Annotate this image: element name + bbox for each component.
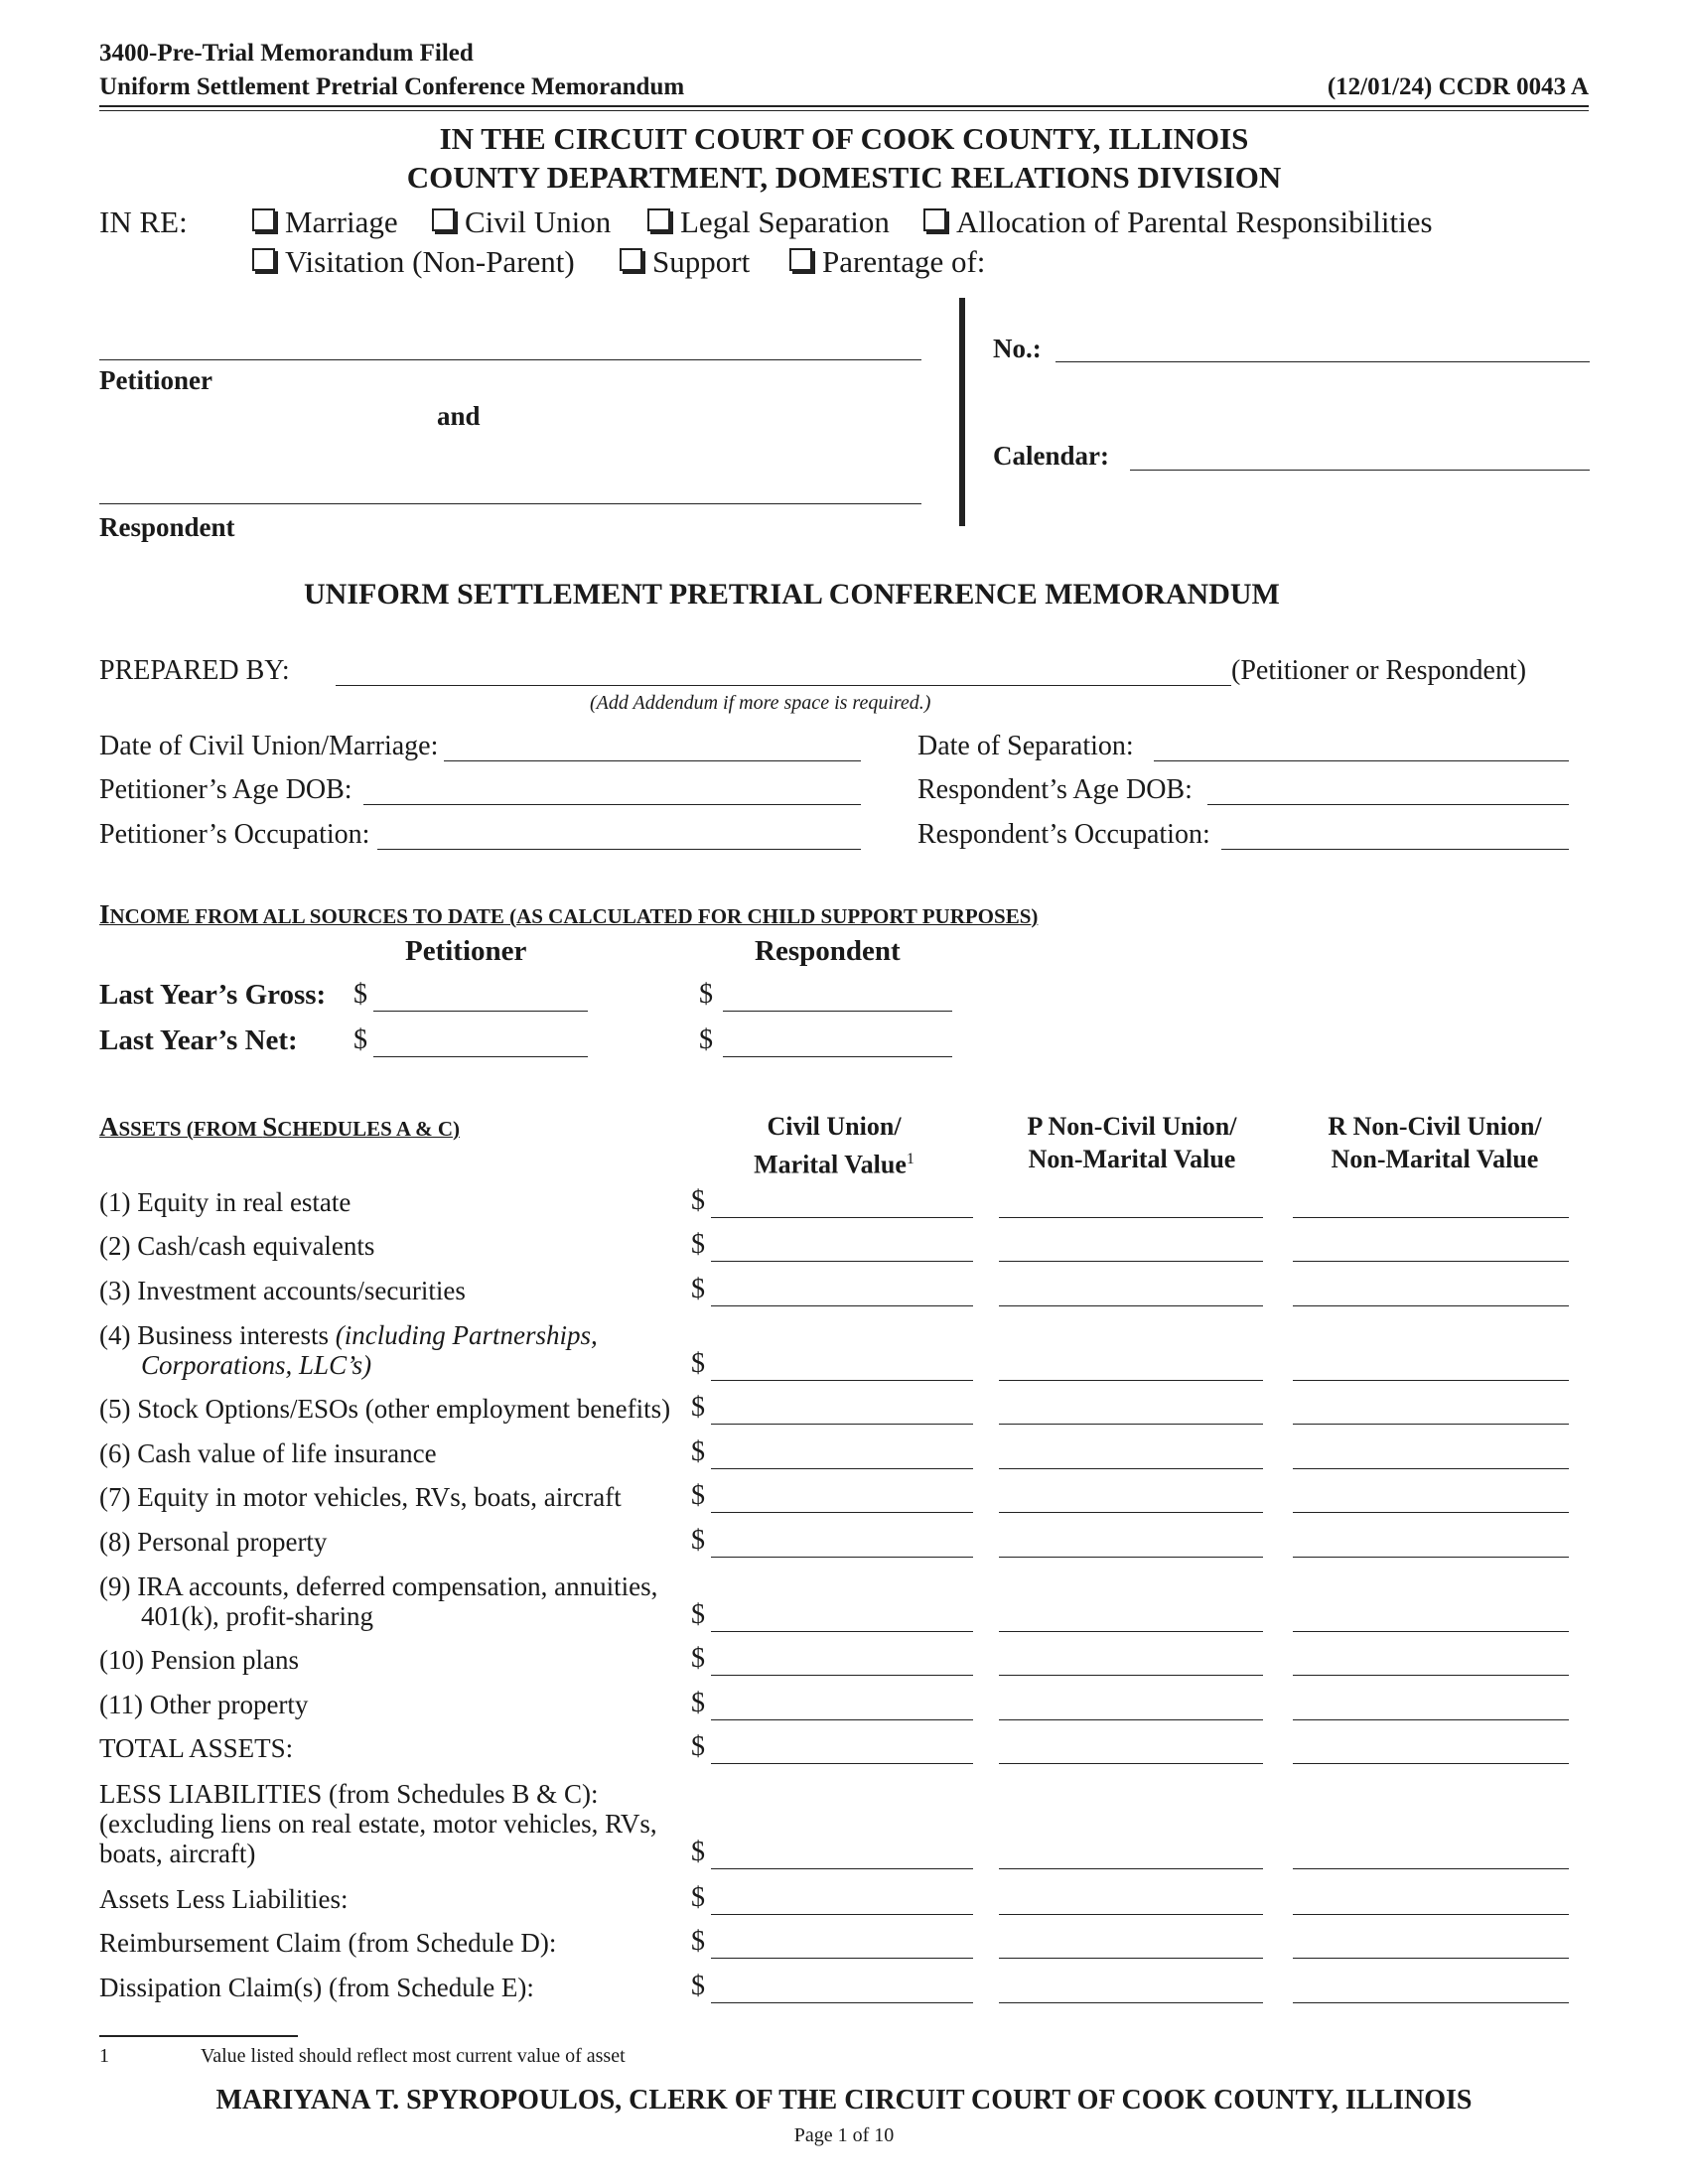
asset-assets-less-liabilities-col3-input[interactable] — [1293, 1883, 1569, 1913]
addendum-note: (Add Addendum if more space is required.) — [590, 692, 931, 714]
asset-row-1-col3-line — [1293, 1217, 1569, 1218]
asset-row-10-label: (10) Pension plans — [99, 1645, 299, 1675]
asset-row-3-currency: $ — [691, 1274, 705, 1304]
asset-row-6-currency: $ — [691, 1436, 705, 1467]
net-pet-line — [373, 1056, 588, 1057]
asset-row-1-col1-line — [711, 1217, 973, 1218]
header-form-title: Uniform Settlement Pretrial Conference Memorandum — [99, 73, 685, 100]
and-label: and — [437, 401, 481, 431]
checkbox-icon[interactable] — [789, 248, 812, 271]
net-resp-line — [723, 1056, 952, 1057]
asset-row-11-currency: $ — [691, 1688, 705, 1718]
respondent-occupation-input[interactable] — [1221, 817, 1569, 847]
page-number: Page 1 of 10 — [793, 2124, 895, 2146]
option-legal-separation[interactable]: Legal Separation — [647, 205, 890, 240]
asset-row-7-col1-line — [711, 1512, 973, 1513]
asset-assets-less-liabilities-col3-line — [1293, 1914, 1569, 1915]
asset-row-2-currency: $ — [691, 1229, 705, 1260]
asset-row-9-col1-input[interactable] — [711, 1600, 973, 1630]
asset-row-4-col1-line — [711, 1380, 973, 1381]
asset-row-11-col3-input[interactable] — [1293, 1689, 1569, 1718]
header-rule-top — [99, 105, 1589, 107]
asset-row-1-col2-input[interactable] — [999, 1186, 1263, 1216]
net-resp-currency: $ — [699, 1024, 713, 1055]
court-title: IN THE CIRCUIT COURT OF COOK COUNTY, ILLINOIS — [439, 121, 1249, 156]
asset-less-liabilities-col2-input[interactable] — [999, 1838, 1263, 1867]
case-number-input[interactable] — [1055, 330, 1590, 359]
asset-row-2-col1-line — [711, 1261, 973, 1262]
calendar-line — [1130, 470, 1590, 471]
asset-row-8-col1-input[interactable] — [711, 1526, 973, 1556]
asset-row-9-label-cont: 401(k), profit-sharing — [141, 1601, 373, 1631]
asset-reimbursement-col2-input[interactable] — [999, 1927, 1263, 1957]
asset-dissipation-col1-line — [711, 2002, 973, 2003]
petitioner-age-line — [363, 804, 861, 805]
option-support[interactable]: Support — [620, 244, 750, 280]
asset-row-4-col3-input[interactable] — [1293, 1349, 1569, 1379]
asset-row-11-col2-input[interactable] — [999, 1689, 1263, 1718]
asset-row-6-col3-input[interactable] — [1293, 1437, 1569, 1467]
asset-row-11-label: (11) Other property — [99, 1690, 309, 1719]
separation-date-line — [1154, 760, 1569, 761]
asset-row-3-col3-line — [1293, 1305, 1569, 1306]
prepared-by-label: PREPARED BY: — [99, 655, 290, 686]
asset-dissipation-currency: $ — [691, 1971, 705, 2001]
asset-row-5-col1-input[interactable] — [711, 1393, 973, 1423]
petitioner-age-input[interactable] — [363, 772, 861, 802]
calendar-label: Calendar: — [993, 441, 1109, 471]
asset-row-2-col3-input[interactable] — [1293, 1230, 1569, 1260]
option-civil-union[interactable]: Civil Union — [432, 205, 611, 240]
asset-row-10-col3-input[interactable] — [1293, 1644, 1569, 1674]
footnote-rule — [99, 2035, 298, 2037]
asset-row-7-label: (7) Equity in motor vehicles, RVs, boats, aircraft — [99, 1482, 622, 1512]
asset-less-liabilities-col1-input[interactable] — [711, 1838, 973, 1867]
asset-row-6-col1-line — [711, 1468, 973, 1469]
marriage-date-line — [444, 760, 861, 761]
asset-row-2-label: (2) Cash/cash equivalents — [99, 1231, 375, 1261]
calendar-input[interactable] — [1130, 438, 1590, 468]
asset-row-8-currency: $ — [691, 1525, 705, 1556]
case-number-label: No.: — [993, 334, 1042, 363]
respondent-occupation-line — [1221, 849, 1569, 850]
assets-less-liabilities-label: Assets Less Liabilities: — [99, 1884, 349, 1914]
asset-assets-less-liabilities-currency: $ — [691, 1882, 705, 1913]
asset-total-assets-col3-input[interactable] — [1293, 1732, 1569, 1762]
dissipation-claim-label: Dissipation Claim(s) (from Schedule E): — [99, 1973, 534, 2002]
marriage-date-label: Date of Civil Union/Marriage: — [99, 731, 439, 761]
total-assets-label: TOTAL ASSETS: — [99, 1733, 294, 1763]
asset-assets-less-liabilities-col1-input[interactable] — [711, 1883, 973, 1913]
prepared-by-input[interactable] — [336, 653, 1231, 683]
asset-row-8-col2-input[interactable] — [999, 1526, 1263, 1556]
asset-dissipation-col1-input[interactable] — [711, 1972, 973, 2001]
asset-row-2-col1-input[interactable] — [711, 1230, 973, 1260]
asset-row-5-col3-input[interactable] — [1293, 1393, 1569, 1423]
asset-total-assets-col2-line — [999, 1763, 1263, 1764]
gross-resp-currency: $ — [699, 979, 713, 1010]
asset-row-6-label: (6) Cash value of life insurance — [99, 1438, 437, 1468]
col-marital-value-header: Civil Union/ Marital Value$^1$ — [754, 1112, 914, 1179]
asset-reimbursement-col2-line — [999, 1958, 1263, 1959]
asset-row-10-currency: $ — [691, 1643, 705, 1674]
asset-row-2-col3-line — [1293, 1261, 1569, 1262]
marriage-date-input[interactable] — [444, 729, 861, 758]
asset-row-10-col1-line — [711, 1675, 973, 1676]
asset-assets-less-liabilities-col2-input[interactable] — [999, 1883, 1263, 1913]
asset-row-2-col2-input[interactable] — [999, 1230, 1263, 1260]
option-allocation-parental[interactable]: Allocation of Parental Responsibilities — [923, 205, 1433, 240]
clerk-footer: MARIYANA T. SPYROPOULOS, CLERK OF THE CIRCUIT COURT OF COOK COUNTY, ILLINOIS — [215, 2085, 1473, 2116]
asset-row-2-col2-line — [999, 1261, 1263, 1262]
asset-row-3-col2-line — [999, 1305, 1263, 1306]
asset-row-7-col3-line — [1293, 1512, 1569, 1513]
asset-total-assets-currency: $ — [691, 1731, 705, 1762]
asset-total-assets-col1-input[interactable] — [711, 1732, 973, 1762]
asset-row-3-col3-input[interactable] — [1293, 1275, 1569, 1304]
asset-row-10-col3-line — [1293, 1675, 1569, 1676]
income-col-petitioner: Petitioner — [405, 935, 527, 967]
net-pet-currency: $ — [353, 1024, 367, 1055]
asset-row-8-col3-input[interactable] — [1293, 1526, 1569, 1556]
prepared-by-line — [336, 685, 1231, 686]
asset-dissipation-col3-line — [1293, 2002, 1569, 2003]
asset-less-liabilities-col2-line — [999, 1868, 1263, 1869]
asset-row-9-col2-line — [999, 1631, 1263, 1632]
asset-row-3-col2-input[interactable] — [999, 1275, 1263, 1304]
prepared-by-suffix: (Petitioner or Respondent) — [1231, 655, 1527, 686]
respondent-age-label: Respondent’s Age DOB: — [917, 774, 1193, 805]
header-form-code: (12/01/24) CCDR 0043 A — [1327, 73, 1589, 100]
asset-row-8-col2-line — [999, 1557, 1263, 1558]
respondent-age-line — [1207, 804, 1569, 805]
petitioner-name-line — [99, 359, 921, 360]
col-resp-nonmarital-header: R Non-Civil Union/ Non-Marital Value — [1328, 1112, 1542, 1173]
asset-row-8-col3-line — [1293, 1557, 1569, 1558]
asset-row-1-label: (1) Equity in real estate — [99, 1187, 352, 1217]
asset-row-4-col3-line — [1293, 1380, 1569, 1381]
option-marriage[interactable]: Marriage — [252, 205, 398, 240]
asset-row-10-col2-input[interactable] — [999, 1644, 1263, 1674]
asset-row-1-currency: $ — [691, 1185, 705, 1216]
asset-less-liabilities-col3-input[interactable] — [1293, 1838, 1569, 1867]
asset-row-5-currency: $ — [691, 1392, 705, 1423]
option-visitation[interactable]: Visitation (Non-Parent) — [252, 244, 575, 280]
separation-date-label: Date of Separation: — [917, 731, 1134, 761]
asset-total-assets-col3-line — [1293, 1763, 1569, 1764]
less-liabilities-note: (excluding liens on real estate, motor vehicles, RVs, — [99, 1809, 657, 1839]
asset-row-5-col3-line — [1293, 1424, 1569, 1425]
asset-row-6-col3-line — [1293, 1468, 1569, 1469]
asset-row-4-currency: $ — [691, 1348, 705, 1379]
petitioner-label: Petitioner — [99, 365, 212, 395]
net-resp-input[interactable] — [723, 1024, 952, 1054]
asset-row-6-col2-line — [999, 1468, 1263, 1469]
caption-divider — [959, 298, 965, 526]
net-label: Last Year’s Net: — [99, 1024, 298, 1056]
asset-dissipation-col2-line — [999, 2002, 1263, 2003]
gross-pet-input[interactable] — [373, 979, 588, 1009]
respondent-age-input[interactable] — [1207, 772, 1569, 802]
footnote-number: 1 — [99, 2045, 109, 2067]
net-pet-input[interactable] — [373, 1024, 588, 1054]
asset-row-11-col3-line — [1293, 1719, 1569, 1720]
asset-row-3-col1-input[interactable] — [711, 1275, 973, 1304]
asset-dissipation-col2-input[interactable] — [999, 1972, 1263, 2001]
asset-row-7-col3-input[interactable] — [1293, 1481, 1569, 1511]
asset-reimbursement-col3-line — [1293, 1958, 1569, 1959]
gross-pet-line — [373, 1011, 588, 1012]
checkbox-icon[interactable] — [252, 248, 275, 271]
income-col-respondent: Respondent — [755, 935, 901, 967]
asset-row-10-col2-line — [999, 1675, 1263, 1676]
asset-row-9-col1-line — [711, 1631, 973, 1632]
asset-row-4-label-cont: Corporations, LLC’s) — [141, 1350, 372, 1380]
checkbox-icon[interactable] — [923, 208, 946, 231]
asset-row-4-col1-input[interactable] — [711, 1349, 973, 1379]
asset-row-7-col2-line — [999, 1512, 1263, 1513]
asset-reimbursement-col1-input[interactable] — [711, 1927, 973, 1957]
asset-row-5-col2-input[interactable] — [999, 1393, 1263, 1423]
asset-row-8-label: (8) Personal property — [99, 1527, 328, 1557]
asset-row-9-col3-line — [1293, 1631, 1569, 1632]
header-form-number: 3400-Pre-Trial Memorandum Filed — [99, 40, 474, 67]
asset-row-5-col2-line — [999, 1424, 1263, 1425]
asset-row-6-col2-input[interactable] — [999, 1437, 1263, 1467]
less-liabilities-note-cont: boats, aircraft) — [99, 1839, 256, 1868]
checkbox-icon[interactable] — [432, 208, 455, 231]
asset-row-9-currency: $ — [691, 1599, 705, 1630]
asset-reimbursement-col3-input[interactable] — [1293, 1927, 1569, 1957]
assets-heading: ASSETS (FROM SCHEDULES A & C) — [99, 1112, 461, 1142]
petitioner-age-label: Petitioner’s Age DOB: — [99, 774, 352, 805]
asset-row-1-col1-input[interactable] — [711, 1186, 973, 1216]
checkbox-icon[interactable] — [647, 208, 670, 231]
asset-row-3-label: (3) Investment accounts/securities — [99, 1276, 466, 1305]
asset-row-9-label: (9) IRA accounts, deferred compensation, annuities, — [99, 1571, 658, 1601]
checkbox-icon[interactable] — [252, 208, 275, 231]
income-heading: INCOME FROM ALL SOURCES TO DATE (AS CALCULATED FOR CHILD SUPPORT PURPOSES) — [99, 899, 1039, 929]
respondent-name-line — [99, 503, 921, 504]
asset-assets-less-liabilities-col2-line — [999, 1914, 1263, 1915]
document-title: UNIFORM SETTLEMENT PRETRIAL CONFERENCE MEMORANDUM — [304, 578, 1280, 611]
asset-row-11-col1-input[interactable] — [711, 1689, 973, 1718]
asset-row-1-col3-input[interactable] — [1293, 1186, 1569, 1216]
asset-row-4-col2-input[interactable] — [999, 1349, 1263, 1379]
asset-row-1-col2-line — [999, 1217, 1263, 1218]
asset-reimbursement-currency: $ — [691, 1926, 705, 1957]
asset-row-10-col1-input[interactable] — [711, 1644, 973, 1674]
court-division: COUNTY DEPARTMENT, DOMESTIC RELATIONS DIVISION — [406, 160, 1282, 195]
respondent-occupation-label: Respondent’s Occupation: — [917, 819, 1210, 850]
asset-reimbursement-col1-line — [711, 1958, 973, 1959]
gross-resp-input[interactable] — [723, 979, 952, 1009]
petitioner-occupation-input[interactable] — [377, 817, 861, 847]
petitioner-occupation-line — [377, 849, 861, 850]
asset-assets-less-liabilities-col1-line — [711, 1914, 973, 1915]
header-rule-bottom — [99, 110, 1589, 111]
asset-less-liabilities-currency: $ — [691, 1837, 705, 1867]
asset-row-5-col1-line — [711, 1424, 973, 1425]
asset-row-7-col2-input[interactable] — [999, 1481, 1263, 1511]
asset-total-assets-col2-input[interactable] — [999, 1732, 1263, 1762]
col-pet-nonmarital-header: P Non-Civil Union/ Non-Marital Value — [1027, 1112, 1237, 1173]
asset-less-liabilities-col3-line — [1293, 1868, 1569, 1869]
asset-less-liabilities-col1-line — [711, 1868, 973, 1869]
footnote-text: Value listed should reflect most current value of asset — [201, 2045, 626, 2067]
asset-row-4-col2-line — [999, 1380, 1263, 1381]
in-re-label: IN RE: — [99, 205, 188, 239]
gross-pet-currency: $ — [353, 979, 367, 1010]
asset-dissipation-col3-input[interactable] — [1293, 1972, 1569, 2001]
petitioner-occupation-label: Petitioner’s Occupation: — [99, 819, 370, 850]
asset-row-11-col2-line — [999, 1719, 1263, 1720]
asset-total-assets-col1-line — [711, 1763, 973, 1764]
option-parentage[interactable]: Parentage of: — [789, 244, 985, 280]
asset-row-5-label: (5) Stock Options/ESOs (other employment benefits) — [99, 1394, 671, 1424]
respondent-label: Respondent — [99, 512, 235, 542]
reimbursement-claim-label: Reimbursement Claim (from Schedule D): — [99, 1928, 557, 1958]
case-number-line — [1055, 361, 1590, 362]
less-liabilities-label: LESS LIABILITIES (from Schedules B & C): — [99, 1779, 599, 1809]
asset-row-7-currency: $ — [691, 1480, 705, 1511]
asset-row-3-col1-line — [711, 1305, 973, 1306]
asset-row-9-col2-input[interactable] — [999, 1600, 1263, 1630]
asset-row-8-col1-line — [711, 1557, 973, 1558]
asset-row-11-col1-line — [711, 1719, 973, 1720]
asset-row-9-col3-input[interactable] — [1293, 1600, 1569, 1630]
gross-resp-line — [723, 1011, 952, 1012]
asset-row-6-col1-input[interactable] — [711, 1437, 973, 1467]
separation-date-input[interactable] — [1154, 729, 1569, 758]
respondent-name-input[interactable] — [99, 472, 921, 501]
gross-label: Last Year’s Gross: — [99, 979, 327, 1011]
asset-row-4-label: (4) Business interests (including Partnerships, — [99, 1320, 598, 1350]
checkbox-icon[interactable] — [620, 248, 642, 271]
asset-row-7-col1-input[interactable] — [711, 1481, 973, 1511]
petitioner-name-input[interactable] — [99, 328, 921, 357]
